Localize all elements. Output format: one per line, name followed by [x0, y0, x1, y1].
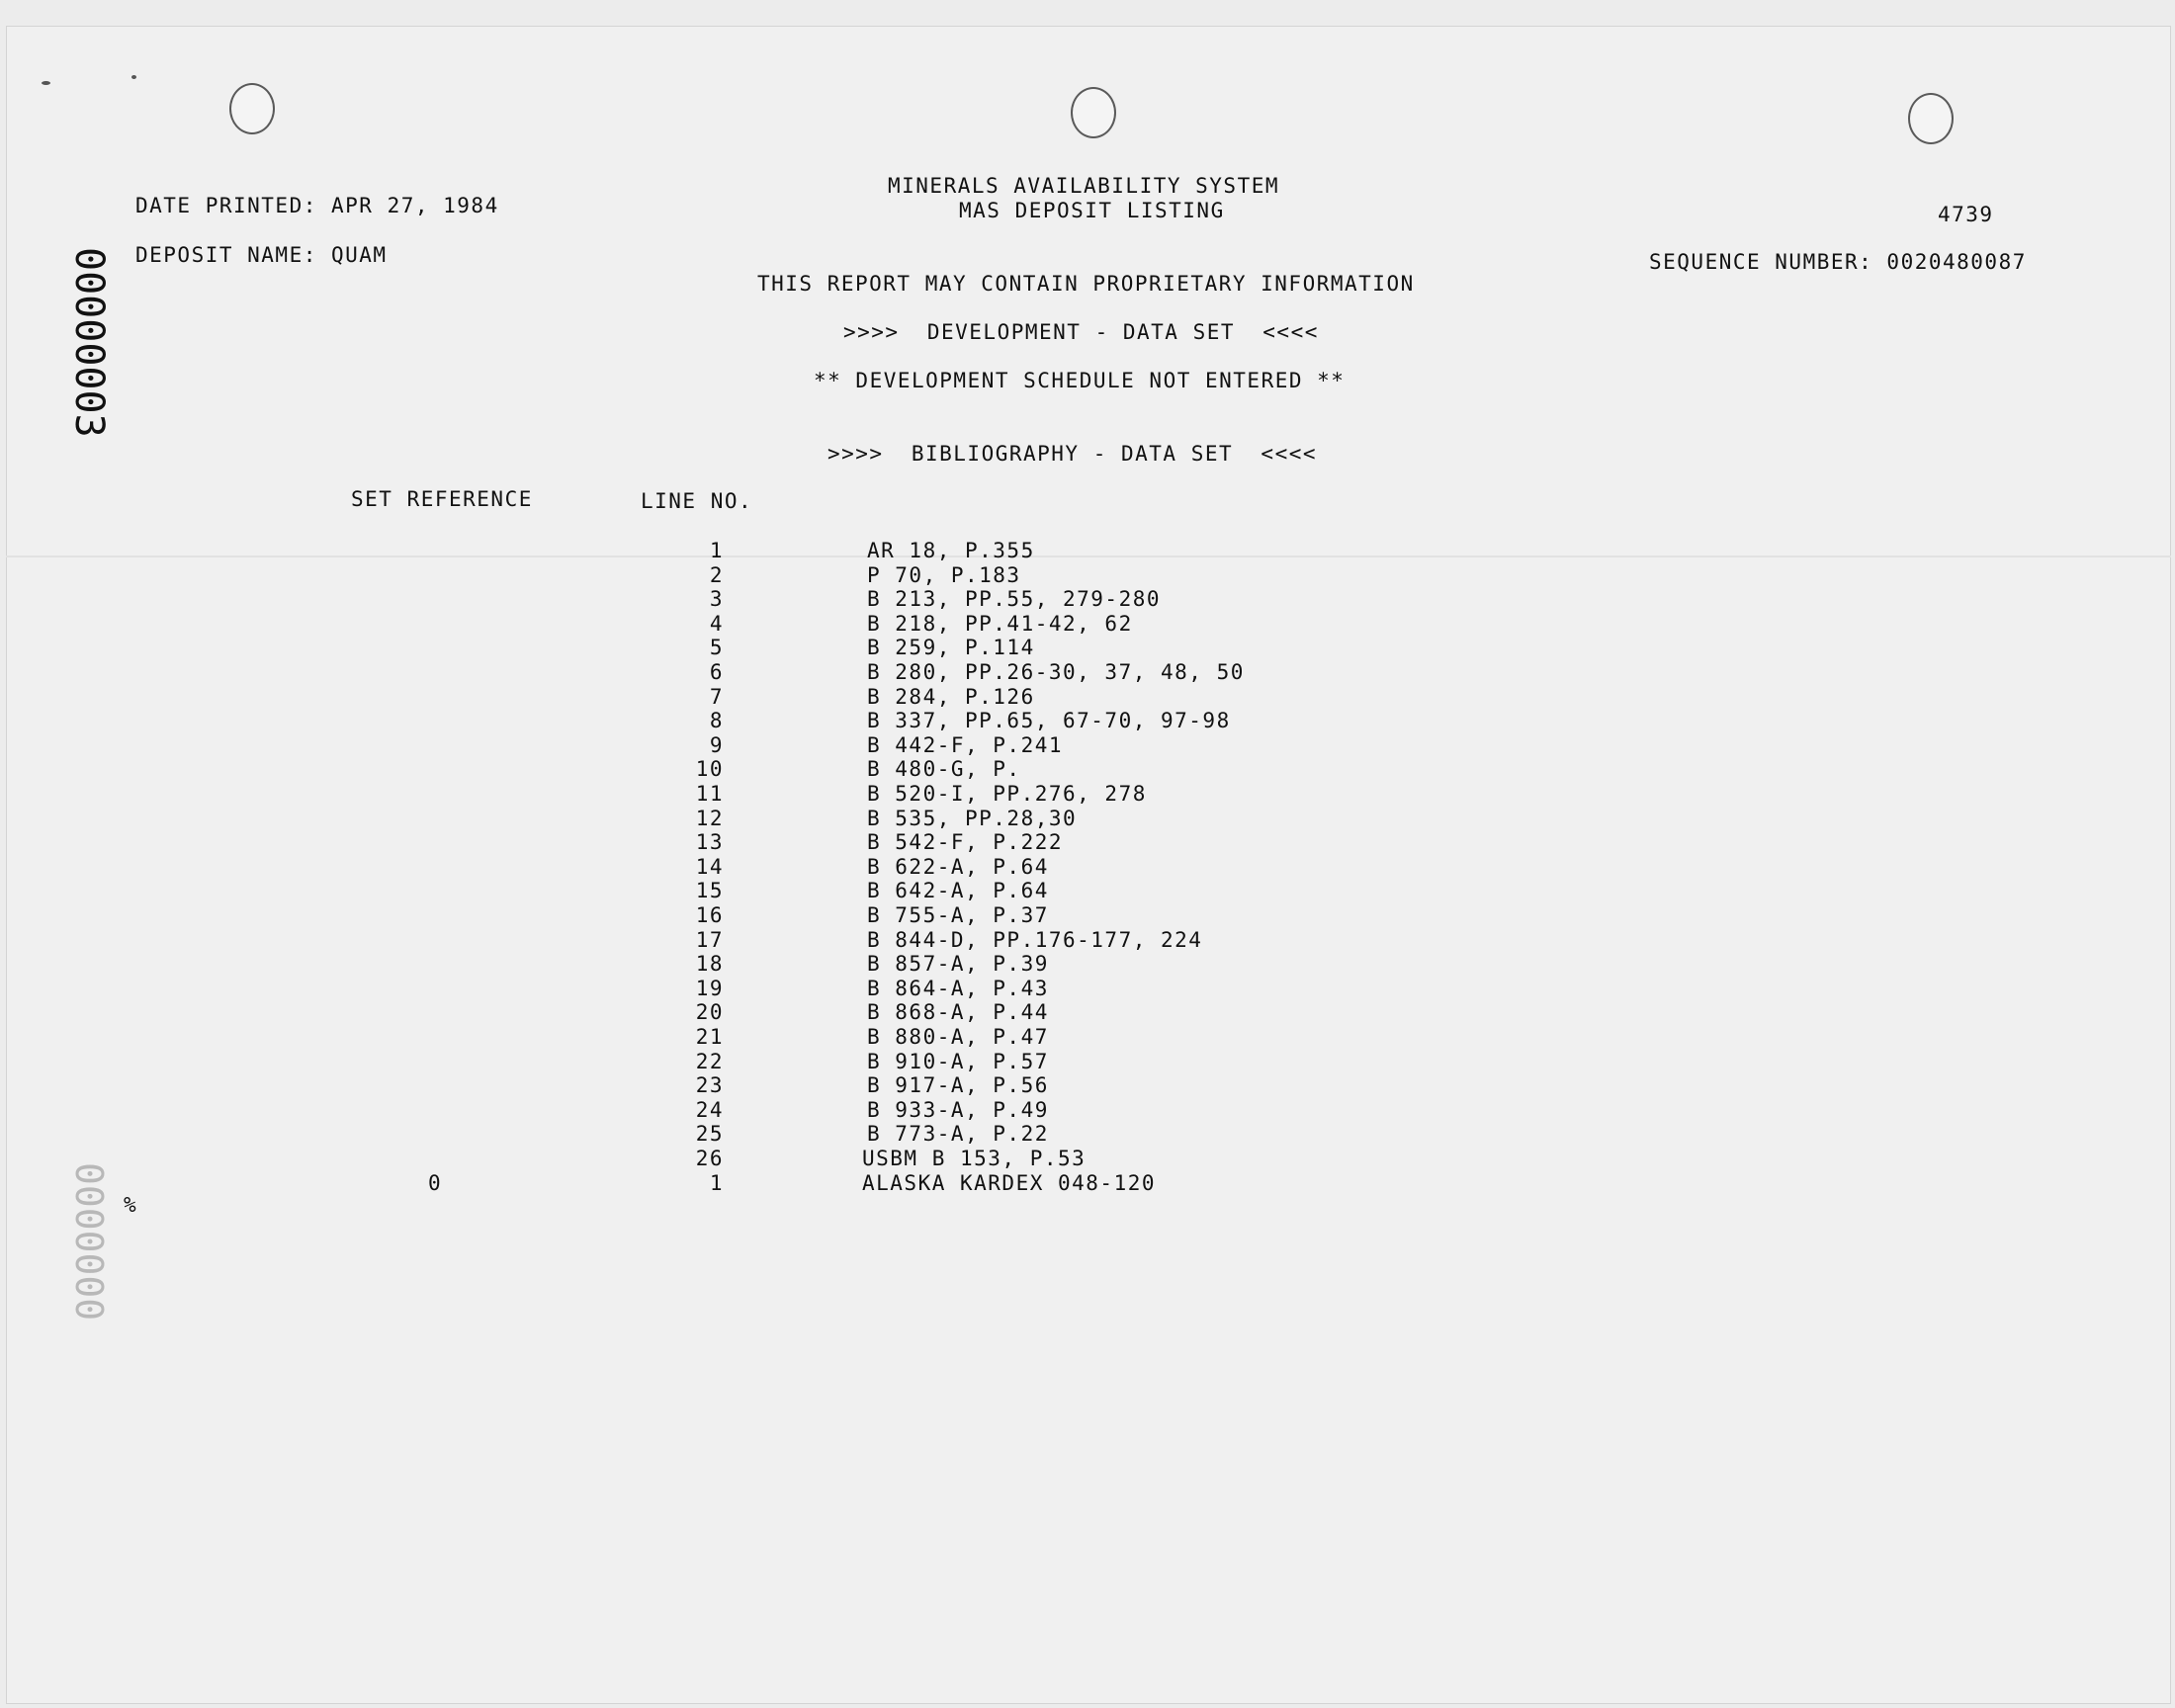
reference-cell: B 213, PP.55, 279-280	[867, 587, 1162, 612]
page-number: 4739	[1938, 203, 1994, 226]
reference-cell: B 910-A, P.57	[867, 1049, 1049, 1073]
punch-hole-center	[1071, 87, 1116, 138]
reference-cell: B 284, P.126	[867, 684, 1035, 709]
reference-cell: B 622-A, P.64	[867, 854, 1049, 879]
line-number-cell: 26	[695, 1147, 724, 1170]
reference-cell: B 480-G, P.	[867, 757, 1021, 782]
reference-cell: B 844-D, PP.176-177, 224	[867, 927, 1203, 952]
reference-cell: B 880-A, P.47	[867, 1025, 1049, 1049]
set-reference-cell: 0	[428, 1170, 443, 1195]
reference-cell: B 755-A, P.37	[867, 903, 1049, 927]
reference-cell: B 642-A, P.64	[867, 879, 1049, 903]
line-number-cell: 9	[709, 732, 724, 757]
line-number-cell: 1	[709, 539, 724, 562]
reference-cell: B 864-A, P.43	[867, 976, 1049, 1000]
line-number-cell: 21	[695, 1025, 724, 1049]
line-number-cell: 20	[695, 1000, 724, 1025]
date-printed: DATE PRINTED: APR 27, 1984	[135, 194, 499, 217]
line-number-cell: 25	[695, 1122, 724, 1147]
line-no-header: LINE NO.	[641, 489, 753, 513]
line-number-cell: 6	[709, 660, 724, 684]
bibliography-set-heading: >>>> BIBLIOGRAPHY - DATA SET <<<<	[827, 442, 1318, 466]
reference-cell: ALASKA KARDEX 048-120	[862, 1170, 1157, 1195]
percent-mark: %	[124, 1193, 138, 1217]
deposit-name: DEPOSIT NAME: QUAM	[135, 243, 388, 267]
reference-cell: B 218, PP.41-42, 62	[867, 611, 1133, 636]
punch-hole-right	[1908, 93, 1954, 144]
line-number-cell: 1	[709, 1170, 724, 1195]
line-number-cell: 19	[695, 976, 724, 1000]
faded-stamp-number: 0000000	[67, 1162, 111, 1322]
line-number-cell: 8	[709, 709, 724, 733]
reference-cell: B 868-A, P.44	[867, 1000, 1049, 1025]
line-number-cell: 17	[695, 927, 724, 952]
line-number-cell: 7	[709, 684, 724, 709]
line-number-cell: 14	[695, 854, 724, 879]
line-number-cell: 24	[695, 1097, 724, 1122]
line-number-cell: 10	[695, 757, 724, 782]
set-reference-header: SET REFERENCE	[351, 487, 533, 511]
listing-title: MAS DEPOSIT LISTING	[959, 199, 1225, 222]
line-number-cell: 16	[695, 903, 724, 927]
reference-cell: B 442-F, P.241	[867, 732, 1064, 757]
speck-mark	[42, 81, 50, 85]
line-number-cell: 15	[695, 879, 724, 903]
reference-cell: B 280, PP.26-30, 37, 48, 50	[867, 660, 1245, 684]
line-number-cell: 4	[709, 611, 724, 636]
reference-cell: B 542-F, P.222	[867, 830, 1064, 855]
vertical-stamp-number: 00000003	[66, 247, 112, 438]
fold-line	[6, 555, 2171, 557]
line-number-cell: 23	[695, 1073, 724, 1098]
sequence-number: SEQUENCE NUMBER: 0020480087	[1649, 250, 2027, 274]
reference-cell: USBM B 153, P.53	[862, 1147, 1087, 1170]
line-number-cell: 18	[695, 952, 724, 977]
system-title: MINERALS AVAILABILITY SYSTEM	[888, 174, 1280, 198]
line-number-cell: 2	[709, 562, 724, 587]
reference-cell: B 520-I, PP.276, 278	[867, 782, 1147, 806]
reference-cell: B 933-A, P.49	[867, 1097, 1049, 1122]
line-number-cell: 5	[709, 636, 724, 660]
reference-cell: AR 18, P.355	[867, 539, 1035, 562]
development-set-heading: >>>> DEVELOPMENT - DATA SET <<<<	[843, 320, 1319, 344]
reference-cell: P 70, P.183	[867, 562, 1021, 587]
reference-cell: B 857-A, P.39	[867, 952, 1049, 977]
line-number-cell: 13	[695, 830, 724, 855]
reference-cell: B 917-A, P.56	[867, 1073, 1049, 1098]
line-number-cell: 12	[695, 806, 724, 830]
development-note: ** DEVELOPMENT SCHEDULE NOT ENTERED **	[814, 369, 1346, 392]
reference-cell: B 259, P.114	[867, 636, 1035, 660]
line-number-cell: 11	[695, 782, 724, 806]
reference-cell: B 773-A, P.22	[867, 1122, 1049, 1147]
line-number-cell: 3	[709, 587, 724, 612]
speck-mark	[131, 75, 136, 79]
reference-cell: B 337, PP.65, 67-70, 97-98	[867, 709, 1231, 733]
reference-cell: B 535, PP.28,30	[867, 806, 1078, 830]
proprietary-notice: THIS REPORT MAY CONTAIN PROPRIETARY INFORMATION	[757, 272, 1415, 296]
line-number-cell: 22	[695, 1049, 724, 1073]
punch-hole-left	[229, 83, 275, 134]
